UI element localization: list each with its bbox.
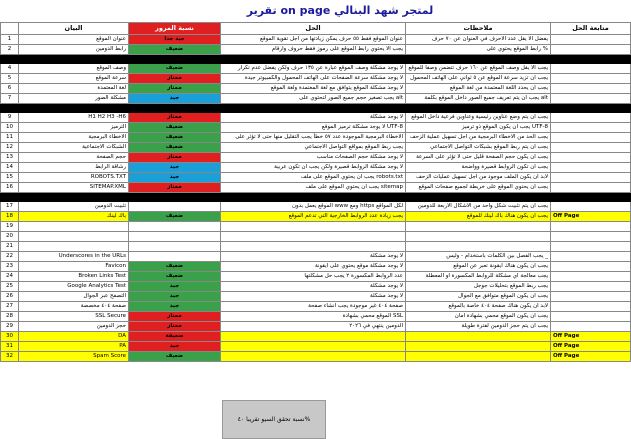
row-solution[interactable]: لا يوجد مشكلة حجم الصفحات مناسب [221, 153, 406, 163]
separator-cell [221, 193, 406, 202]
row-solution[interactable]: عدد الروابط المكسورة ٢ يجب حل مشكلتها [221, 272, 406, 282]
row-pct[interactable]: ضعيف [129, 123, 221, 133]
row-data[interactable]: DA [19, 332, 129, 342]
row-note[interactable]: يفضل الا يقل عدد الاحرف في العنوان عن ٧٠ حرف [406, 35, 551, 45]
row-number[interactable]: 15 [1, 173, 19, 183]
row-pct[interactable]: ضعيف [129, 212, 221, 222]
separator-cell [19, 55, 129, 64]
row-pct[interactable]: ممتاز [129, 312, 221, 322]
row-note[interactable]: رابط الموقع يحتوي على % [406, 45, 551, 55]
row-number[interactable]: 16 [1, 183, 19, 193]
row-pct[interactable]: ضعيف [129, 262, 221, 272]
row-pct[interactable] [129, 232, 221, 242]
table-row [1, 45, 631, 55]
row-solution[interactable] [221, 242, 406, 252]
row-follow[interactable] [551, 94, 631, 104]
row-pct[interactable] [129, 222, 221, 232]
row-solution[interactable] [221, 332, 406, 342]
row-solution[interactable]: لا يوجد مشكلة [221, 292, 406, 302]
row-solution[interactable]: لا يوجد مشكلة وصف الموقع عبارة عن ١٣٥ حرف ولكن يفضل عدم تكرار [221, 64, 406, 74]
row-solution[interactable]: يجب ان يحتوي الموقع على ملف robots.txt [221, 173, 406, 183]
separator-cell [221, 55, 406, 64]
table-row [1, 153, 631, 163]
row-follow[interactable] [551, 202, 631, 212]
row-note[interactable]: يجب ان يتم تعريف جميع الصور داخل الموقع بكلمة alt [406, 94, 551, 104]
row-pct[interactable]: ضعيف [129, 143, 221, 153]
table-row [1, 342, 631, 352]
row-note[interactable]: يجب ان تكون الروابط قصيرة وواضحة [406, 163, 551, 173]
row-number[interactable]: 1 [1, 35, 19, 45]
row-follow[interactable] [551, 232, 631, 242]
table-row [1, 64, 631, 74]
row-pct[interactable]: ممتاز [129, 153, 221, 163]
row-number[interactable]: 21 [1, 242, 19, 252]
row-note[interactable]: لابد ان يكون هناك صفحة ٤٠٤ خاصة بالموقع [406, 302, 551, 312]
row-follow[interactable] [551, 222, 631, 232]
row-follow[interactable] [551, 123, 631, 133]
row-number[interactable]: 13 [1, 153, 19, 163]
row-data[interactable]: التصفح عبر الجوال [19, 292, 129, 302]
table-row [1, 94, 631, 104]
separator-cell [406, 193, 551, 202]
row-number[interactable]: 20 [1, 232, 19, 242]
row-data[interactable]: تثبيت الدومين [19, 202, 129, 212]
row-number[interactable]: 4 [1, 64, 19, 74]
row-note[interactable]: يجب ان يكون هناك ايقونة تعبر عن الموقع [406, 262, 551, 272]
row-pct[interactable]: جيد [129, 282, 221, 292]
row-solution[interactable] [221, 352, 406, 362]
separator-row [1, 104, 631, 113]
row-solution[interactable]: لا يوجد مشكلة [221, 252, 406, 262]
row-follow[interactable]: Off Page [551, 332, 631, 342]
table-row [1, 143, 631, 153]
table-row [1, 282, 631, 292]
row-data[interactable] [19, 242, 129, 252]
row-number[interactable]: 32 [1, 352, 19, 362]
row-note[interactable] [406, 352, 551, 362]
separator-cell [551, 193, 631, 202]
row-follow[interactable] [551, 45, 631, 55]
row-pct[interactable]: جيد [129, 342, 221, 352]
row-note[interactable]: يجب ان يكون الموقع متوافق مع الجوال [406, 292, 551, 302]
separator-cell [406, 55, 551, 64]
row-pct[interactable]: ضعيف [129, 352, 221, 362]
row-follow[interactable] [551, 252, 631, 262]
separator-cell [19, 104, 129, 113]
row-data[interactable]: Broken Links Test [19, 272, 129, 282]
table-row [1, 302, 631, 312]
table-row [1, 133, 631, 143]
row-follow[interactable] [551, 74, 631, 84]
row-number[interactable]: 29 [1, 322, 19, 332]
row-pct[interactable]: ضعيف [129, 45, 221, 55]
header-solution: الحل [221, 23, 406, 35]
table-row [1, 123, 631, 133]
table-row [1, 272, 631, 282]
row-data[interactable]: SSL Secure [19, 312, 129, 322]
row-note[interactable] [406, 342, 551, 352]
summary-box: نسبة تحقق السيو تقريبا ٤٠% [222, 400, 326, 439]
row-number[interactable]: 22 [1, 252, 19, 262]
row-solution[interactable]: عنوان الموقع فقط ٥٥ حرف يمكن زيادتها من اجل تقوية الموقع [221, 35, 406, 45]
row-number[interactable]: 12 [1, 143, 19, 153]
row-pct[interactable]: جيد جدا [129, 35, 221, 45]
row-data[interactable]: الشبكات الاجتماعية [19, 143, 129, 153]
row-number[interactable]: 2 [1, 45, 19, 55]
separator-cell [129, 104, 221, 113]
row-note[interactable]: يجب ان يكون حجم الصفحة قليل حتى لا تؤثر على السرعة [406, 153, 551, 163]
row-number[interactable]: 27 [1, 302, 19, 312]
row-note[interactable]: يجب معالجة اي مشكلة للروابط المكسورة او المعطلة [406, 272, 551, 282]
row-data[interactable]: عنوان الموقع [19, 35, 129, 45]
separator-cell [129, 193, 221, 202]
separator-cell [1, 104, 19, 113]
row-note[interactable] [406, 222, 551, 232]
row-note[interactable]: يجب ان يكون الموقع محمي بشهادة امان [406, 312, 551, 322]
row-solution[interactable]: لا يوجد مشكلة [221, 113, 406, 123]
row-note[interactable]: يجب الا يقل وصف الموقع عن ١٦٠ حرف تتضمن وصفا للموقع [406, 64, 551, 74]
row-solution[interactable]: لا يوجد مشكلة موقع يحتوي على ايقونة [221, 262, 406, 272]
row-follow[interactable] [551, 64, 631, 74]
separator-cell [551, 55, 631, 64]
row-solution[interactable] [221, 232, 406, 242]
row-data[interactable]: SITEMAP.XML [19, 183, 129, 193]
row-follow[interactable]: Off Page [551, 212, 631, 222]
table-row [1, 163, 631, 173]
row-solution[interactable]: يجب تصغير حجم جميع الصور لتحتوي على alt [221, 94, 406, 104]
table-row [1, 332, 631, 342]
row-data[interactable]: ROBOTS.TXT [19, 173, 129, 183]
row-pct[interactable]: ممتاز [129, 74, 221, 84]
row-solution[interactable]: لا يوجد مشكلة سرعة الصفحات على الهاتف المحمول والكمبيوتر جيدة [221, 74, 406, 84]
row-data[interactable]: لغة المعتمدة [19, 84, 129, 94]
row-data[interactable]: صفحة ٤٠٤ مخصصة [19, 302, 129, 312]
row-pct[interactable]: جيد [129, 173, 221, 183]
row-note[interactable] [406, 232, 551, 242]
row-pct[interactable]: جيد [129, 302, 221, 312]
table-row [1, 35, 631, 45]
table-row [1, 173, 631, 183]
row-solution[interactable]: الدومين ينتهي في ٢٠٢٦ [221, 322, 406, 332]
row-follow[interactable] [551, 242, 631, 252]
row-number[interactable]: 17 [1, 202, 19, 212]
row-pct[interactable]: ممتاز [129, 84, 221, 94]
table-row [1, 74, 631, 84]
row-note[interactable]: يجب ان يتم وضع عناوين رئيسية وعناوين فرعية داخل الموقع [406, 113, 551, 123]
header-pct: نسبة المرور [129, 23, 221, 35]
row-data[interactable]: حجز الدومين [19, 322, 129, 332]
row-solution[interactable]: لا يوجد مشكلة الروابط قصيرة ولكن يجب ان تكون عربية [221, 163, 406, 173]
row-number[interactable]: 11 [1, 133, 19, 143]
row-follow[interactable] [551, 262, 631, 272]
row-data[interactable]: رابط الدومين [19, 45, 129, 55]
row-note[interactable]: يجب ان يتم تثبيت شكل واحد من الاشكال الاربعة للدومين [406, 202, 551, 212]
row-pct[interactable]: ممتاز [129, 322, 221, 332]
row-follow[interactable] [551, 312, 631, 322]
row-note[interactable]: يجب ان يكون هناك باك لينك للموقع [406, 212, 551, 222]
row-solution[interactable]: الموقع يعمل بدون www ومع https لكل المواقع [221, 202, 406, 212]
row-data[interactable]: الاخطاء البرمجية [19, 133, 129, 143]
separator-cell [19, 193, 129, 202]
header-notes: ملاحظات [406, 23, 551, 35]
table-row [1, 202, 631, 212]
header-row [1, 23, 631, 35]
row-solution[interactable]: الموقع محمي بشهادة SSL [221, 312, 406, 322]
row-number[interactable]: 10 [1, 123, 19, 133]
header-data: البيان [19, 23, 129, 35]
row-note[interactable] [406, 242, 551, 252]
row-solution[interactable] [221, 342, 406, 352]
row-pct[interactable]: جيد [129, 292, 221, 302]
report-title: تقرير on page لمتجر شهد البنالي [246, 4, 434, 17]
separator-row [1, 193, 631, 202]
row-follow[interactable] [551, 173, 631, 183]
row-follow[interactable] [551, 84, 631, 94]
row-follow[interactable] [551, 322, 631, 332]
table-row [1, 292, 631, 302]
row-number[interactable]: 25 [1, 282, 19, 292]
row-note[interactable]: يجب الفصل بين الكلمات باستخدام - وليس _ [406, 252, 551, 262]
row-data[interactable]: Underscores in the URLs [19, 252, 129, 262]
table-row [1, 322, 631, 332]
row-follow[interactable] [551, 133, 631, 143]
row-data[interactable]: H1 H2 H3 -H6 [19, 113, 129, 123]
table-row [1, 352, 631, 362]
row-number[interactable]: 30 [1, 332, 19, 342]
table-row [1, 262, 631, 272]
row-solution[interactable]: صفحة ٤٠٤ غير موجودة يجب انشاء صفحة [221, 302, 406, 312]
table-row [1, 242, 631, 252]
row-follow[interactable] [551, 282, 631, 292]
row-follow[interactable]: Off Page [551, 352, 631, 362]
row-pct[interactable]: ممتاز [129, 113, 221, 123]
row-number[interactable]: 23 [1, 262, 19, 272]
table-row [1, 252, 631, 262]
report-table [0, 22, 631, 362]
row-pct[interactable] [129, 242, 221, 252]
table-row [1, 312, 631, 322]
row-note[interactable] [406, 332, 551, 342]
separator-cell [1, 193, 19, 202]
separator-cell [406, 104, 551, 113]
row-note[interactable]: يجب ان يحدد اللغة المعتمدة من لغة الموقع [406, 84, 551, 94]
row-number[interactable]: 24 [1, 272, 19, 282]
row-follow[interactable] [551, 272, 631, 282]
row-note[interactable]: يجب ان يكون الموقع ذو ترميز UTF-8 [406, 123, 551, 133]
table-row [1, 212, 631, 222]
row-pct[interactable]: ضعيف [129, 133, 221, 143]
row-number[interactable]: 5 [1, 74, 19, 84]
row-note[interactable]: لابد ان يكون الملف موجود من اجل تسهيل عمليات الزحف [406, 173, 551, 183]
row-solution[interactable]: لا يوجد مشكلة الموقع يتوافق مع لغة المعتمدة ولغة الموقع [221, 84, 406, 94]
table-row [1, 222, 631, 232]
row-number[interactable]: 9 [1, 113, 19, 123]
row-solution[interactable] [221, 222, 406, 232]
table-row [1, 113, 631, 123]
header-follow: متابعة الحل [551, 23, 631, 35]
row-note[interactable]: يجب ربط الموقع بتحليلات جوجل [406, 282, 551, 292]
header-number [1, 23, 19, 35]
separator-cell [129, 55, 221, 64]
row-data[interactable]: سرعة الموقع [19, 74, 129, 84]
row-number[interactable]: 26 [1, 292, 19, 302]
row-follow[interactable] [551, 113, 631, 123]
row-pct[interactable]: ضعيف [129, 272, 221, 282]
row-number[interactable]: 19 [1, 222, 19, 232]
row-data[interactable]: رشاقة الرابط [19, 163, 129, 173]
row-pct[interactable] [129, 252, 221, 262]
separator-row [1, 55, 631, 64]
row-data[interactable]: Google Analytics Test [19, 282, 129, 292]
row-number[interactable]: 6 [1, 84, 19, 94]
row-pct[interactable]: ضعيف [129, 64, 221, 74]
table-row [1, 183, 631, 193]
row-data[interactable]: وصف الموقع [19, 64, 129, 74]
row-follow[interactable] [551, 183, 631, 193]
row-number[interactable]: 7 [1, 94, 19, 104]
row-solution[interactable]: الاخطاء البرمجية الموجودة عدد ٥٧ خطأ يجب التقليل منها حتى لا تؤثر على [221, 133, 406, 143]
row-data[interactable] [19, 222, 129, 232]
row-number[interactable]: 18 [1, 212, 19, 222]
row-note[interactable]: يجب ان تزيد سرعة الموقع عن ٥ ثواني على الهاتف المحمول [406, 74, 551, 84]
row-pct[interactable]: ضعيفة [129, 332, 221, 342]
row-data[interactable]: Spam Score [19, 352, 129, 362]
row-data[interactable]: الترميز [19, 123, 129, 133]
row-note[interactable]: يجب الحد من الاخطاء البرمجية من اجل تسهيل عملية الزحف [406, 133, 551, 143]
row-follow[interactable] [551, 153, 631, 163]
row-follow[interactable] [551, 302, 631, 312]
table-row [1, 232, 631, 242]
row-follow[interactable] [551, 35, 631, 45]
row-solution[interactable]: يجب ربط الموقع بمواقع التواصل الاجتماعي [221, 143, 406, 153]
row-number[interactable]: 14 [1, 163, 19, 173]
row-note[interactable]: يجب ان يحتوي الموقع على خريطة لجميع صفحات الموقع [406, 183, 551, 193]
table-row [1, 84, 631, 94]
row-solution[interactable]: لا يوجد مشكلة [221, 282, 406, 292]
row-data[interactable] [19, 232, 129, 242]
row-data[interactable]: Favicon [19, 262, 129, 272]
row-data[interactable]: PA [19, 342, 129, 352]
row-pct[interactable] [129, 202, 221, 212]
separator-cell [551, 104, 631, 113]
row-follow[interactable] [551, 143, 631, 153]
row-solution[interactable]: يجب ان يحتوي الموقع على ملف sitemap [221, 183, 406, 193]
row-number[interactable]: 31 [1, 342, 19, 352]
row-pct[interactable]: ممتاز [129, 183, 221, 193]
row-follow[interactable] [551, 292, 631, 302]
separator-cell [1, 55, 19, 64]
row-pct[interactable]: جيد [129, 94, 221, 104]
separator-cell [221, 104, 406, 113]
row-note[interactable]: يجب ان يتم ربط الموقع بشبكات التواصل الاجتماعي [406, 143, 551, 153]
row-data[interactable]: مشكلة الصور [19, 94, 129, 104]
row-solution[interactable]: يجب الا يحتوي رابط الموقع على رموز فقط حروف وارقام [221, 45, 406, 55]
row-note[interactable]: يجب ان يتم حجز الدومين لفترة طويلة [406, 322, 551, 332]
row-follow[interactable] [551, 163, 631, 173]
row-data[interactable]: باك لينك [19, 212, 129, 222]
row-solution[interactable]: يجب زيادة عدد الروابط الخارجية التي تدعم الموقع [221, 212, 406, 222]
row-number[interactable]: 28 [1, 312, 19, 322]
row-follow[interactable]: Off Page [551, 342, 631, 352]
row-pct[interactable]: جيد [129, 163, 221, 173]
row-solution[interactable]: لا يوجد مشكلة ترميز الموقع UTF-8 [221, 123, 406, 133]
row-data[interactable]: حجم الصفحة [19, 153, 129, 163]
